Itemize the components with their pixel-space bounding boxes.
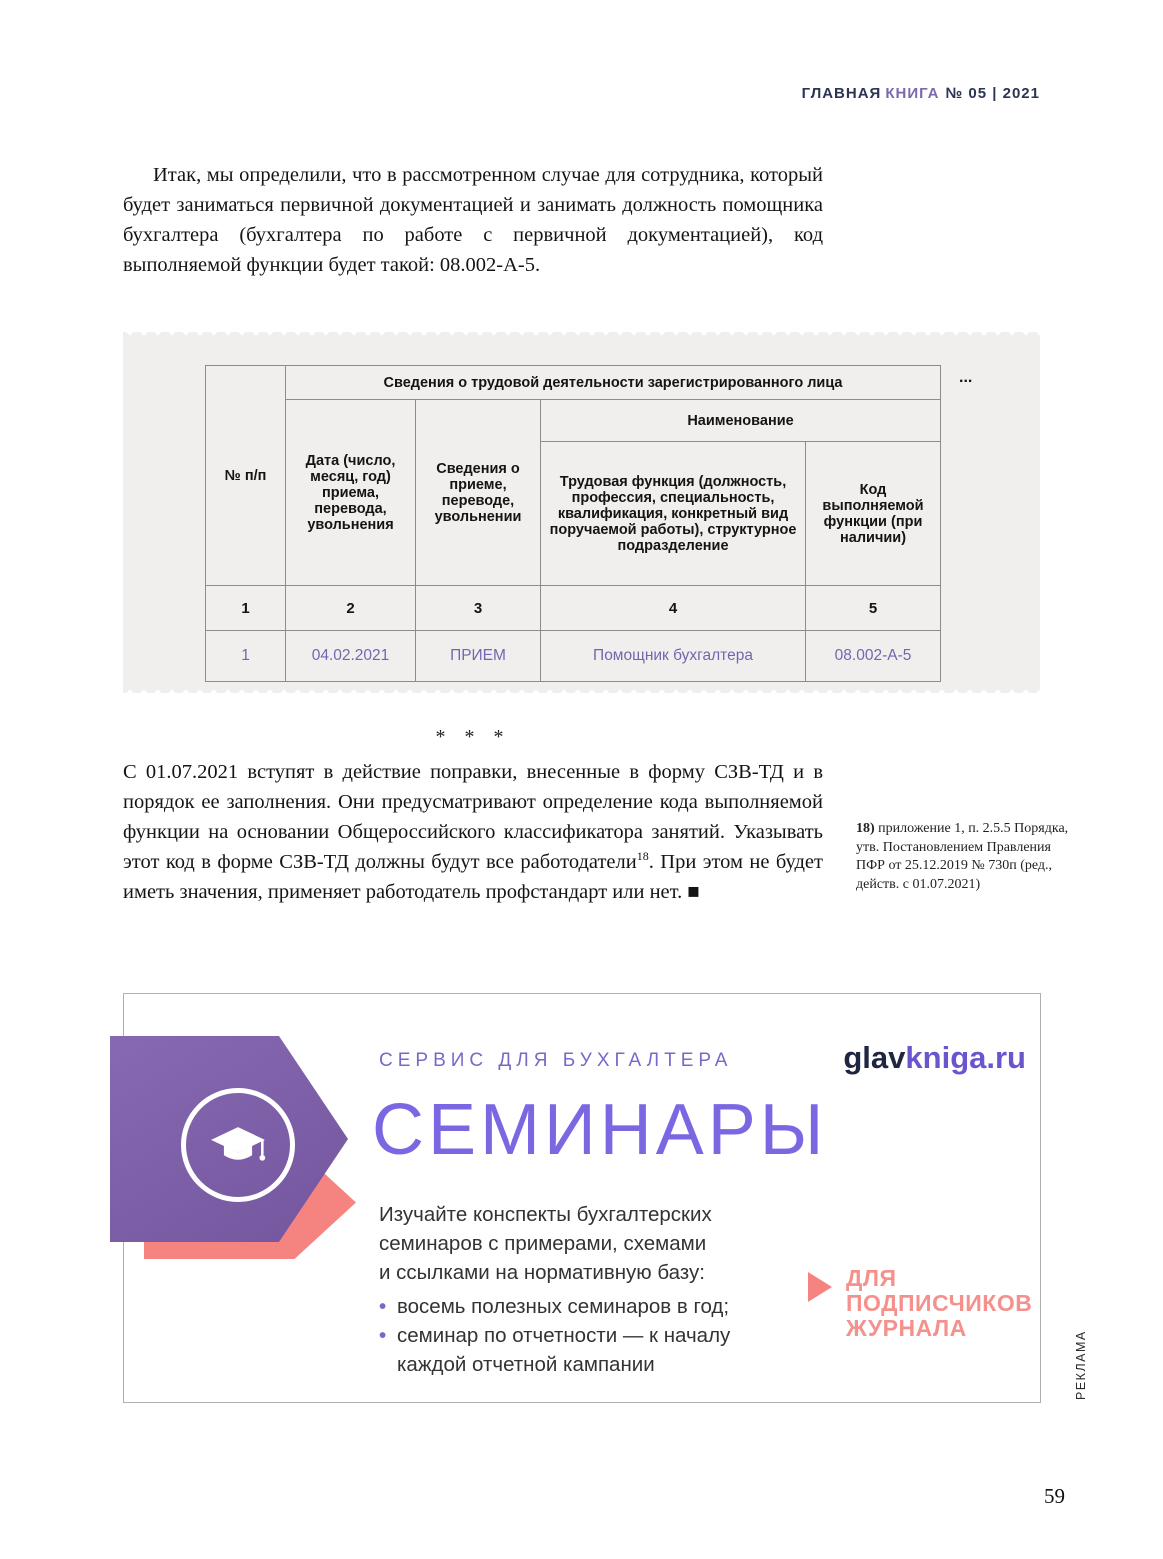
footnote-text: приложение 1, п. 2.5.5 Порядка, утв. Постановлением Правления ПФР от 25.12.2019 № 730п (ред., действ. с 01.07.2021) (856, 821, 1069, 892)
intro-paragraph: Итак, мы определили, что в рассмотренном случае для сотрудника, который будет заниматься первичной документацией и занимать должность помощника бухгалтера (бухгалтера по работе с первичной документацией), код выполняемой функции будет такой: 08.002-А-5. (123, 164, 823, 276)
col-number: 1 (206, 586, 286, 631)
magazine-title-main: ГЛАВНАЯ (801, 85, 882, 102)
ad-bullet-item: • восемь полезных семинаров в год; (379, 1292, 751, 1321)
footnote-number: 18) (856, 821, 875, 836)
masthead (802, 85, 1040, 102)
name-group-header: Наименование (541, 400, 941, 442)
cell-code: 08.002-А-5 (806, 631, 941, 682)
table-continuation-ellipsis: ... (959, 369, 973, 386)
col-header-function: Трудовая функция (должность, профессия, специальность, квалификация, конкретный вид поручаемой работы), структурное подразделение (541, 442, 806, 586)
magazine-title-accent: КНИГА (885, 85, 940, 102)
ad-bullet-list (379, 1292, 751, 1379)
ad-brand-url (843, 1040, 1026, 1076)
ad-body-line: Изучайте конспекты бухгалтерских (379, 1203, 712, 1226)
column-numbering-row (206, 586, 941, 631)
col-header-npp: № п/п (206, 366, 286, 586)
closing-paragraph-text: С 01.07.2021 вступят в действие поправки, внесенные в форму СЗВ-ТД и в порядок ее заполнения. Они предусматривают определение кода выполняемой функции на основании Общероссийского классификатора занятий. Указывать этот код в форме СЗВ-ТД должны будут все работодатели (123, 761, 823, 873)
graduation-cap-badge (181, 1088, 295, 1202)
footnote-reference: 18 (636, 849, 649, 864)
table-row (206, 631, 941, 682)
col-number: 5 (806, 586, 941, 631)
col-header-code: Код выполняемой функции (при наличии) (806, 442, 941, 586)
ad-bullet-item: • семинар по отчетности — к началу каждой отчетной кампании (379, 1321, 751, 1379)
issue-number: № 05 | 2021 (945, 85, 1040, 102)
brand-part-dark: glav (843, 1040, 906, 1075)
col-header-date: Дата (число, месяц, год) приема, перевода, увольнения (286, 400, 416, 586)
szv-td-table (205, 365, 941, 682)
cell-event: ПРИЕМ (416, 631, 541, 682)
badge-line: ЖУРНАЛА (846, 1315, 967, 1341)
closing-paragraph-end: . При этом не будет иметь значения, применяет работодатель профстандарт или нет. ■ (123, 851, 823, 903)
torn-edge-bottom (123, 686, 1040, 693)
group-header: Сведения о трудовой деятельности зарегистрированного лица (286, 366, 941, 400)
badge-line: ПОДПИСЧИКОВ (846, 1290, 1033, 1316)
ad-body-line: семинаров с примерами, схемами (379, 1232, 707, 1255)
ad-kicker: СЕРВИС ДЛЯ БУХГАЛТЕРА (379, 1050, 733, 1071)
page-number: 59 (1044, 1484, 1065, 1508)
footnote-sidenote (856, 820, 1074, 894)
graduation-cap-icon (206, 1113, 270, 1177)
advertisement (123, 993, 1041, 1403)
cell-date: 04.02.2021 (286, 631, 416, 682)
cell-npp: 1 (206, 631, 286, 682)
section-separator: * * * (435, 726, 511, 748)
col-number: 3 (416, 586, 541, 631)
col-number: 2 (286, 586, 416, 631)
subscriber-badge (846, 1266, 1032, 1341)
badge-line: ДЛЯ (846, 1265, 897, 1291)
ad-body-line: и ссылками на нормативную базу: (379, 1261, 705, 1284)
table-callout-band (123, 339, 1040, 686)
ad-body-text (379, 1200, 712, 1287)
cell-function: Помощник бухгалтера (541, 631, 806, 682)
closing-paragraph (123, 757, 823, 907)
col-number: 4 (541, 586, 806, 631)
brand-part-purple: kniga.ru (905, 1040, 1026, 1075)
ad-marker-vertical: РЕКЛАМА (1074, 1330, 1088, 1400)
col-header-event: Сведения о приеме, переводе, увольнении (416, 400, 541, 586)
ad-title: СЕМИНАРЫ (372, 1090, 828, 1170)
torn-edge-top (123, 332, 1040, 339)
pink-play-arrow-icon (808, 1272, 832, 1302)
